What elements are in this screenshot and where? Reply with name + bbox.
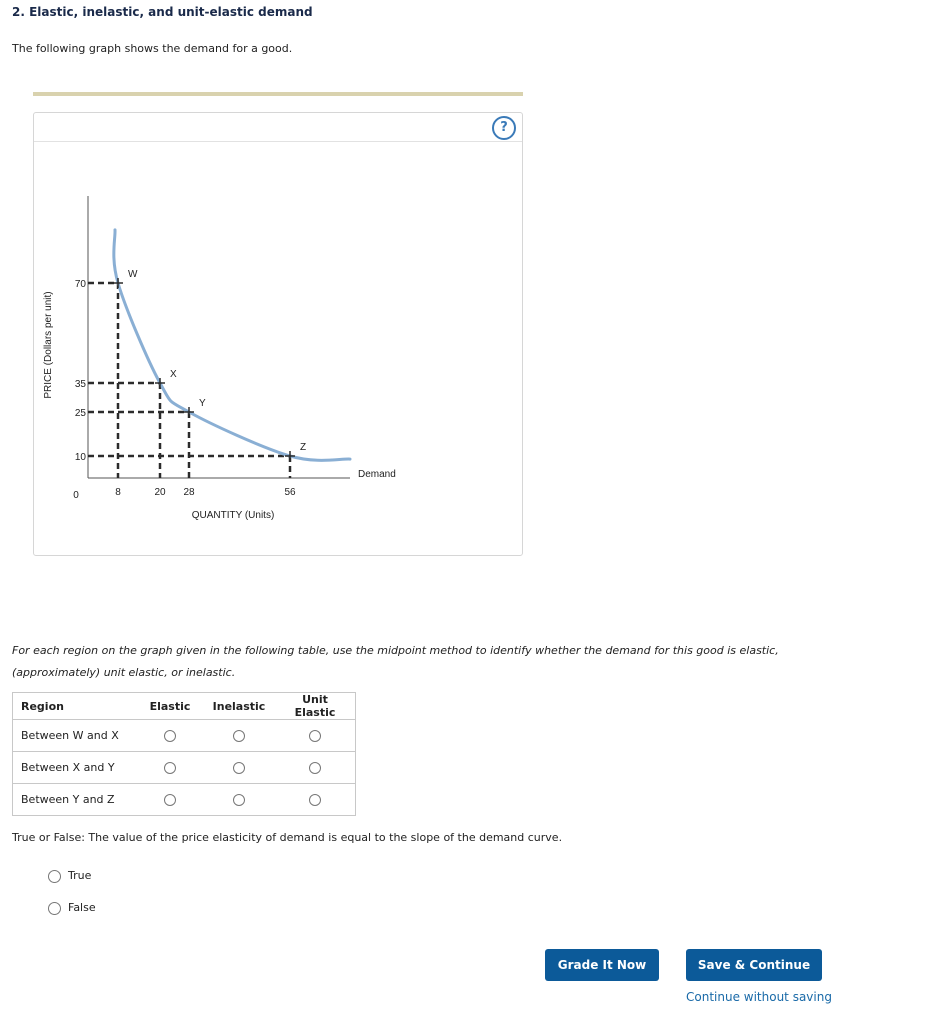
region-label: Between W and X xyxy=(13,720,138,752)
col-header-region: Region xyxy=(21,699,64,713)
y-tick-label: 35 xyxy=(74,379,86,390)
x-axis-label: QUANTITY (Units) xyxy=(191,510,275,521)
continue-without-saving-link[interactable]: Continue without saving xyxy=(686,990,832,1004)
radio-xy-unit-elastic[interactable] xyxy=(309,762,321,774)
origin-label: 0 xyxy=(73,490,79,501)
y-axis-label: PRICE (Dollars per unit) xyxy=(43,291,54,399)
radio-yz-unit-elastic[interactable] xyxy=(309,794,321,806)
option-false-label: False xyxy=(68,901,96,914)
point-label-y: Y xyxy=(199,398,206,409)
grade-it-now-button[interactable]: Grade It Now xyxy=(545,949,659,981)
point-label-w: W xyxy=(128,269,138,280)
radio-xy-elastic[interactable] xyxy=(164,762,176,774)
point-label-x: X xyxy=(170,369,177,380)
col-header-inelastic: Inelastic xyxy=(212,699,266,713)
region-label: Between Y and Z xyxy=(13,784,138,816)
table-row xyxy=(13,784,356,816)
radio-wx-unit-elastic[interactable] xyxy=(309,730,321,742)
radio-xy-inelastic[interactable] xyxy=(233,762,245,774)
option-false[interactable] xyxy=(48,901,96,915)
option-true-label: True xyxy=(68,869,92,882)
intro-text: The following graph shows the demand for a good. xyxy=(12,42,293,55)
point-label-z: Z xyxy=(300,442,307,453)
page-title: 2. Elastic, inelastic, and unit-elastic demand xyxy=(12,5,313,19)
option-true[interactable] xyxy=(48,869,91,883)
y-tick-label: 10 xyxy=(74,452,86,463)
radio-yz-elastic[interactable] xyxy=(164,794,176,806)
x-tick-label: 28 xyxy=(183,487,195,498)
radio-wx-inelastic[interactable] xyxy=(233,730,245,742)
col-header-elastic: Elastic xyxy=(149,699,191,713)
y-tick-label: 70 xyxy=(74,279,86,290)
series-label-demand: Demand xyxy=(358,469,396,480)
table-row xyxy=(13,720,356,752)
radio-false[interactable] xyxy=(48,902,61,915)
radio-true[interactable] xyxy=(48,870,61,883)
true-false-question: True or False: The value of the price elasticity of demand is equal to the slope of the demand curve. xyxy=(12,831,563,844)
y-tick-label: 25 xyxy=(74,408,86,419)
help-icon[interactable]: ? xyxy=(492,116,516,140)
radio-wx-elastic[interactable] xyxy=(164,730,176,742)
instructions-text: For each region on the graph given in the following table, use the midpoint method to identify whether the demand for this good is elastic, (approximately) unit elastic, or inelastic. xyxy=(12,644,779,679)
radio-yz-inelastic[interactable] xyxy=(233,794,245,806)
elasticity-table xyxy=(12,692,356,816)
x-tick-label: 56 xyxy=(284,487,296,498)
save-continue-button[interactable]: Save & Continue xyxy=(686,949,822,981)
x-tick-label: 8 xyxy=(115,487,121,498)
x-tick-label: 20 xyxy=(154,487,166,498)
col-header-unit-elastic: Unit Elastic xyxy=(294,693,336,719)
region-label: Between X and Y xyxy=(13,752,138,784)
demand-curve xyxy=(114,230,350,460)
table-row xyxy=(13,752,356,784)
